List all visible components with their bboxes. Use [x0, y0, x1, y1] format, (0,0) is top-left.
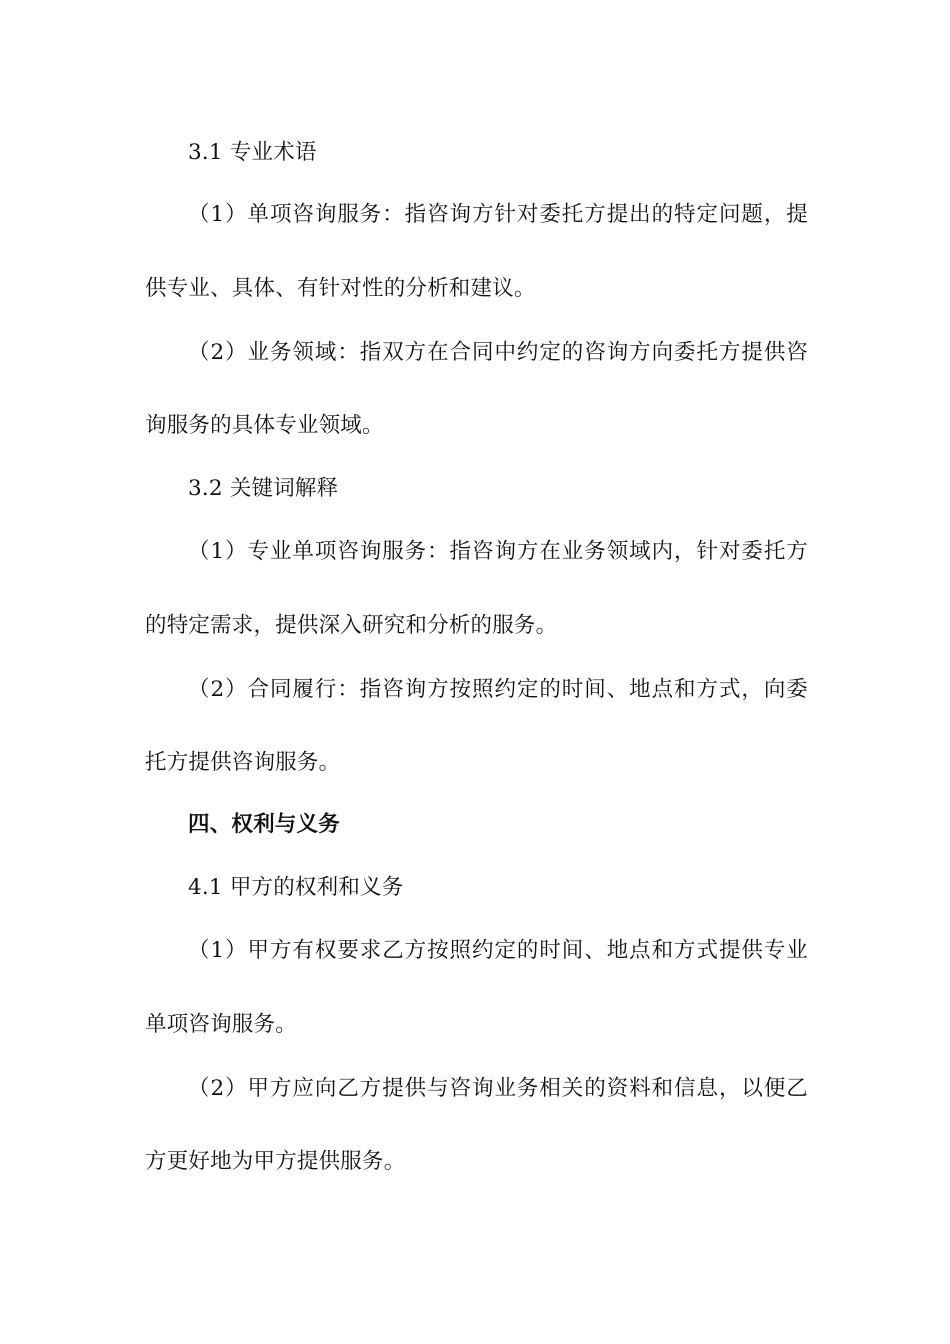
paragraph-line: （1）单项咨询服务：指咨询方针对委托方提出的特定问题，提 [188, 202, 808, 227]
section-3-1-heading: 3.1 专业术语 [188, 140, 317, 165]
paragraph-line: 供专业、具体、有针对性的分析和建议。 [145, 276, 536, 301]
paragraph-line: 单项咨询服务。 [145, 1012, 297, 1037]
section-3-2-heading: 3.2 关键词解释 [188, 476, 339, 501]
paragraph-line: （1）专业单项咨询服务：指咨询方在业务领域内，针对委托方 [188, 539, 808, 564]
paragraph-line: （2）业务领域：指双方在合同中约定的咨询方向委托方提供咨 [188, 340, 808, 365]
paragraph-line: 方更好地为甲方提供服务。 [145, 1149, 406, 1174]
chapter-4-heading: 四、权利与义务 [188, 812, 340, 837]
paragraph-line: 询服务的具体专业领域。 [145, 413, 384, 438]
paragraph-line: （1）甲方有权要求乙方按照约定的时间、地点和方式提供专业 [188, 938, 808, 963]
paragraph-line: 的特定需求，提供深入研究和分析的服务。 [145, 613, 558, 638]
paragraph-line: （2）合同履行：指咨询方按照约定的时间、地点和方式，向委 [188, 677, 808, 702]
paragraph-line: （2）甲方应向乙方提供与咨询业务相关的资料和信息，以便乙 [188, 1076, 808, 1101]
paragraph-line: 托方提供咨询服务。 [145, 750, 341, 775]
section-4-1-heading: 4.1 甲方的权利和义务 [188, 875, 404, 900]
